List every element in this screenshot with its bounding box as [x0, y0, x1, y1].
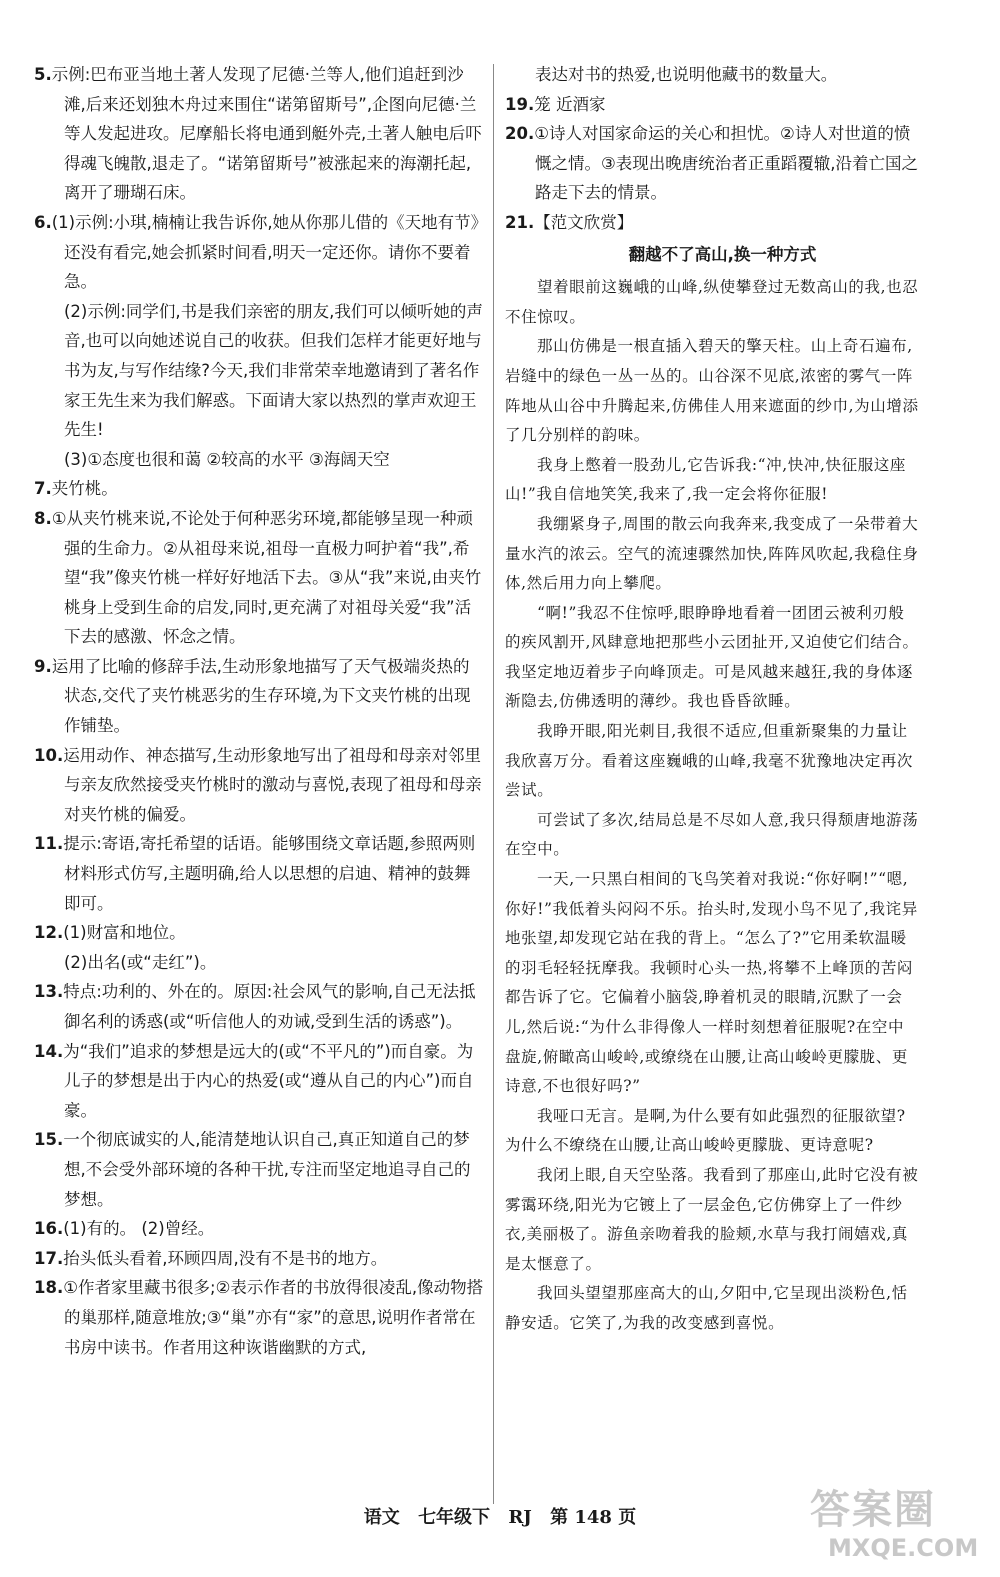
answer-text: 表达对书的热爱,也说明他藏书的数量大。: [535, 65, 838, 84]
answer-text: (1)有的。 (2)曾经。: [63, 1219, 215, 1239]
essay-paragraph: 那山仿佛是一根直插入碧天的擎天柱。山上奇石遍布,岩缝中的绿色一丛一丛的。山谷深不见底,浓密的雾气一阵阵地从山谷中升腾起来,仿佛佳人用来遮面的纱巾,为山增添了几分别样的韵味。: [505, 337, 919, 445]
answer-text: 抬头低头看着,环顾四周,没有不是书的地方。: [63, 1248, 388, 1268]
answer-item: [34, 474, 484, 504]
answer-text: 示例:巴布亚当地土著人发现了尼德·兰等人,他们追赶到沙滩,后来还划独木舟过来围住“诺第留斯号”,企图向尼德·兰等人发起进攻。尼摩船长将电通到艇外壳,土著人触电后吓得魂飞魄散,退走了。“诺第留斯号”被涨起来的海潮托起,离开了珊瑚石床。: [51, 65, 482, 203]
answer-item: [34, 445, 484, 475]
answer-text: (2)出名(或“走红”)。: [64, 952, 217, 972]
essay-paragraph: “啊!”我忍不住惊呼,眼睁睁地看着一团团云被利刃般的疾风割开,风肆意地把那些小云团扯开,又迫使它们结合。我坚定地迈着步子向峰顶走。可是风越来越狂,我的身体逐渐隐去,仿佛透明的薄纱。我也昏昏欲睡。: [505, 603, 919, 711]
essay-paragraph: 我哑口无言。是啊,为什么要有如此强烈的征服欲望?为什么不缭绕在山腰,让高山峻岭更朦胧、更诗意呢?: [505, 1106, 906, 1155]
answer-item: [34, 948, 484, 978]
answer-item: [34, 977, 484, 1036]
answer-number: 14.: [34, 1041, 64, 1061]
answer-item: [34, 504, 484, 652]
answer-text: ①作者家里藏书很多;②表示作者的书放得很凌乱,像动物搭的巢那样,随意堆放;③“巢”亦有“家”的意思,说明作者常在书房中读书。作者用这种诙谐幽默的方式,: [63, 1278, 484, 1357]
essay-paragraph: 我闭上眼,自天空坠落。我看到了那座山,此时它没有被雾霭环绕,阳光为它镀上了一层金色,它仿佛穿上了一件纱衣,美丽极了。游鱼亲吻着我的脸颊,水草与我打闹嬉戏,真是太惬意了。: [505, 1165, 919, 1273]
essay-paragraph: 我绷紧身子,周围的散云向我奔来,我变成了一朵带着大量水汽的浓云。空气的流速骤然加快,阵阵风吹起,我稳住身体,然后用力向上攀爬。: [505, 514, 919, 593]
answer-number: 16.: [34, 1219, 64, 1239]
answer-text: 特点:功利的、外在的。原因:社会风气的影响,自己无法抵御名利的诱惑(或“听信他人的劝诫,受到生活的诱惑”)。: [63, 982, 476, 1031]
answer-item: [34, 208, 484, 297]
answer-text: 运用了比喻的修辞手法,生动形象地描写了天气极端炎热的状态,交代了夹竹桃恶劣的生存环境,为下文夹竹桃的出现作铺垫。: [51, 656, 471, 736]
answer-number: 11.: [34, 834, 64, 854]
answer-item: [505, 208, 920, 238]
answer-number: 15.: [34, 1130, 64, 1150]
footer-edition: RJ: [508, 1507, 532, 1528]
answer-item: [34, 741, 484, 830]
answer-text: 笼 近酒家: [534, 94, 606, 114]
watermark-url: MXQE.COM: [828, 1534, 979, 1562]
answer-number: 20.: [505, 124, 535, 144]
right-answers: [505, 60, 920, 238]
answer-text: 一个彻底诚实的人,能清楚地认识自己,真正知道自己的梦想,不会受外部环境的各种干扰,专注而坚定地追寻自己的梦想。: [63, 1130, 471, 1209]
answer-number: 13.: [34, 982, 64, 1002]
answer-text: 为“我们”追求的梦想是远大的(或“不平凡的”)而自豪。为儿子的梦想是出于内心的热爱(或“遵从自己的内心”)而自豪。: [63, 1041, 474, 1120]
answer-text: ①诗人对国家命运的关心和担忧。②诗人对世道的愤慨之情。③表现出晚唐统治者正重蹈覆辙,沿着亡国之路走下去的情景。: [534, 124, 919, 203]
answer-number: 17.: [34, 1248, 64, 1268]
answer-item: [34, 829, 484, 918]
answer-item: [34, 1125, 484, 1214]
essay-paragraph: 我身上憋着一股劲儿,它告诉我:“冲,快冲,快征服这座山!”我自信地笑笑,我来了,我一定会将你征服!: [505, 455, 907, 504]
left-column: [34, 60, 484, 1362]
answer-text: 运用动作、神态描写,生动形象地写出了祖母和母亲对邻里与亲友欣然接受夹竹桃时的激动与喜悦,表现了祖母和母亲对夹竹桃的偏爱。: [63, 745, 482, 824]
footer-page-number: 第 148 页: [550, 1507, 637, 1528]
answer-number: 8.: [34, 508, 52, 528]
essay-paragraph: 我睁开眼,阳光刺目,我很不适应,但重新聚集的力量让我欣喜万分。看着这座巍峨的山峰,我毫不犹豫地决定再次尝试。: [505, 722, 914, 800]
answer-number: 19.: [505, 94, 535, 114]
answer-item: [505, 60, 920, 90]
answer-item: [34, 1273, 484, 1362]
answer-item: [34, 1214, 484, 1244]
answer-item: [34, 60, 484, 208]
answer-number: 9.: [34, 656, 52, 676]
answer-text: (3)①态度也很和蔼 ②较高的水平 ③海阔天空: [64, 449, 390, 469]
answer-number: 7.: [34, 479, 52, 499]
answer-text: 【范文欣赏】: [534, 212, 634, 232]
answer-text: (2)示例:同学们,书是我们亲密的朋友,我们可以倾听她的声音,也可以向她述说自己的收获。但我们怎样才能更好地与书为友,与写作结缘?今天,我们非常荣幸地邀请到了著名作家王先生来为我们解惑。下面请大家以热烈的掌声欢迎王先生!: [64, 301, 483, 440]
answer-text: 提示:寄语,寄托希望的话语。能够围绕文章话题,参照两则材料形式仿写,主题明确,给人以思想的启迪、精神的鼓舞即可。: [63, 834, 476, 913]
essay-paragraph: 可尝试了多次,结局总是不尽如人意,我只得颓唐地游荡在空中。: [505, 810, 919, 859]
answer-number: 21.: [505, 212, 535, 232]
watermark-text: 答案圈: [810, 1487, 936, 1533]
answer-number: 10.: [34, 745, 64, 765]
answer-number: 12.: [34, 923, 64, 943]
answer-text: ①从夹竹桃来说,不论处于何种恶劣环境,都能够呈现一种顽强的生命力。②从祖母来说,祖母一直极力呵护着“我”,希望“我”像夹竹桃一样好好地活下去。③从“我”来说,由夹竹桃身上受到生命的启发,同时,更充满了对祖母关爱“我”活下去的感激、怀念之情。: [51, 508, 482, 647]
answer-item: [34, 297, 484, 445]
essay-paragraph: 我回头望望那座高大的山,夕阳中,它呈现出淡粉色,恬静安适。它笑了,为我的改变感到喜悦。: [505, 1284, 908, 1332]
answer-item: [505, 119, 920, 208]
answer-number: 6.: [34, 212, 52, 232]
answer-text: (1)财富和地位。: [63, 923, 186, 943]
answer-number: 5.: [34, 65, 52, 84]
answer-item: [34, 918, 484, 948]
column-divider: [493, 64, 494, 1504]
watermark-logo: [810, 1478, 985, 1574]
essay-body: [505, 273, 920, 1338]
right-column: [505, 60, 920, 1339]
answer-number: 18.: [34, 1278, 64, 1298]
answer-text: (1)示例:小琪,楠楠让我告诉你,她从你那儿借的《天地有节》还没有看完,她会抓紧时间看,明天一定还你。请你不要着急。: [51, 212, 479, 292]
answer-item: [34, 1037, 484, 1126]
footer-grade: 七年级下: [418, 1507, 491, 1528]
answer-item: [505, 90, 920, 120]
footer-subject: 语文: [363, 1507, 400, 1528]
essay-title: 翻越不了高山,换一种方式: [628, 244, 817, 264]
answer-text: 夹竹桃。: [51, 479, 118, 499]
essay-paragraph: 一天,一只黑白相间的飞鸟笑着对我说:“你好啊!”“嗯,你好!”我低着头闷闷不乐。抬头时,发现小鸟不见了,我诧异地张望,却发现它站在我的背上。“怎么了?”它用柔软温暖的羽毛轻轻抚摩我。我顿时心头一热,将攀不上峰顶的苦闷都告诉了它。它偏着小脑袋,睁着机灵的眼睛,沉默了一会儿,然后说:“为什么非得像人一样时刻想着征服呢?在空中盘旋,俯瞰高山峻岭,或缭绕在山腰,让高山峻岭更朦胧、更诗意,不也很好吗?”: [505, 870, 918, 1096]
answer-item: [34, 652, 484, 741]
answer-item: [34, 1244, 484, 1274]
essay-paragraph: 望着眼前这巍峨的山峰,纵使攀登过无数高山的我,也忍不住惊叹。: [505, 278, 919, 326]
